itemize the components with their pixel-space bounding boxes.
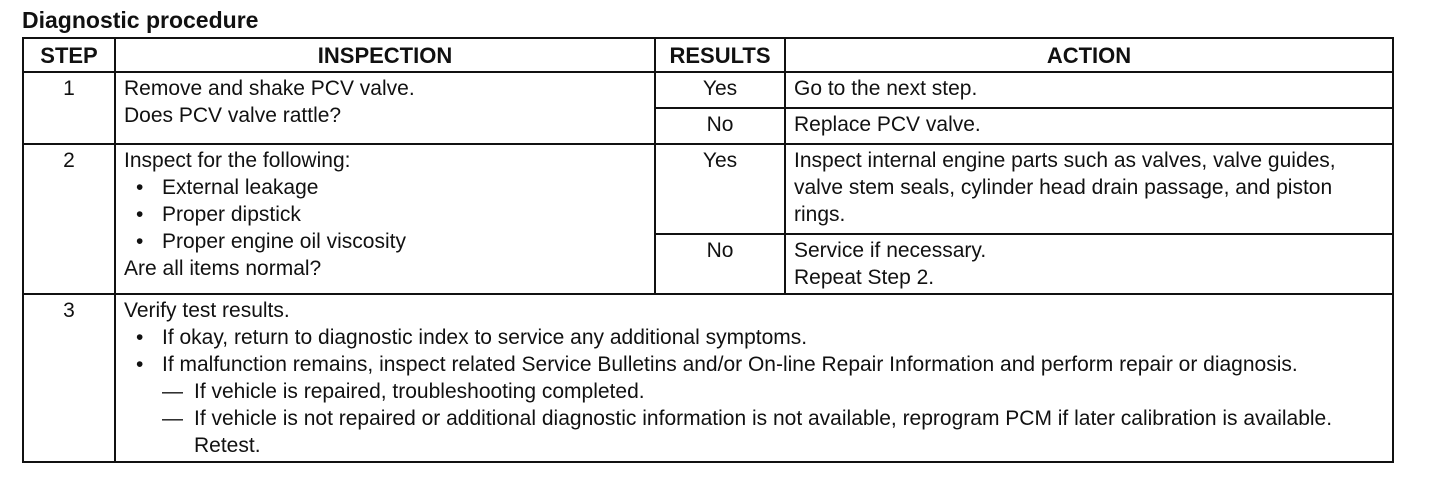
step-2-question: Are all items normal?: [124, 257, 322, 280]
step-1-action-no: Replace PCV valve.: [785, 108, 1393, 144]
step-1-result-yes: Yes: [655, 72, 785, 108]
step-3-dash-item: — If vehicle is repaired, troubleshooting completed.: [124, 378, 1384, 405]
step-3-intro: Verify test results.: [124, 299, 290, 322]
step-number-3: 3: [23, 294, 115, 462]
step-2-inspection: [115, 144, 655, 294]
step-1-inspection-line: Remove and shake PCV valve.: [124, 77, 415, 100]
step-3-inspection: [115, 294, 1393, 462]
step-2-action-no: [785, 234, 1393, 294]
step-3-bullet: • If okay, return to diagnostic index to service any additional symptoms.: [124, 324, 1384, 351]
step-3-bullet-list: [124, 324, 1384, 378]
step-2-bullet-list: [124, 174, 646, 255]
header-inspection: INSPECTION: [115, 38, 655, 72]
step-2-action-no-line: Service if necessary.: [794, 239, 987, 262]
step-3-dash-item: — If vehicle is not repaired or additional diagnostic information is not available, reprogram PCM if later calibration is available. Retest.: [124, 405, 1384, 459]
step-3-dash-list: [124, 378, 1384, 459]
step-2-bullet: • External leakage: [124, 174, 646, 201]
page-title: Diagnostic procedure: [22, 7, 259, 33]
step-2-yes-row: [23, 144, 1393, 234]
header-action: ACTION: [785, 38, 1393, 72]
step-number-2: 2: [23, 144, 115, 294]
diagnostic-table: [22, 37, 1394, 463]
header-results: RESULTS: [655, 38, 785, 72]
step-2-intro: Inspect for the following:: [124, 149, 351, 172]
step-1-action-yes: Go to the next step.: [785, 72, 1393, 108]
step-2-result-no: No: [655, 234, 785, 294]
step-1-result-no: No: [655, 108, 785, 144]
header-step: STEP: [23, 38, 115, 72]
step-2-bullet: • Proper dipstick: [124, 201, 646, 228]
header-row: [23, 38, 1393, 72]
step-2-bullet: • Proper engine oil viscosity: [124, 228, 646, 255]
step-1-inspection-question: Does PCV valve rattle?: [124, 104, 342, 127]
step-2-action-yes: Inspect internal engine parts such as valves, valve guides, valve stem seals, cylinder head drain passage, and piston rings.: [785, 144, 1393, 234]
step-3-row: [23, 294, 1393, 462]
step-3-bullet: • If malfunction remains, inspect related Service Bulletins and/or On-line Repair Information and perform repair or diagnosis.: [124, 351, 1384, 378]
step-number-1: 1: [23, 72, 115, 144]
step-2-action-no-line: Repeat Step 2.: [794, 266, 935, 289]
step-1-yes-row: [23, 72, 1393, 108]
step-1-inspection: [115, 72, 655, 144]
step-2-result-yes: Yes: [655, 144, 785, 234]
